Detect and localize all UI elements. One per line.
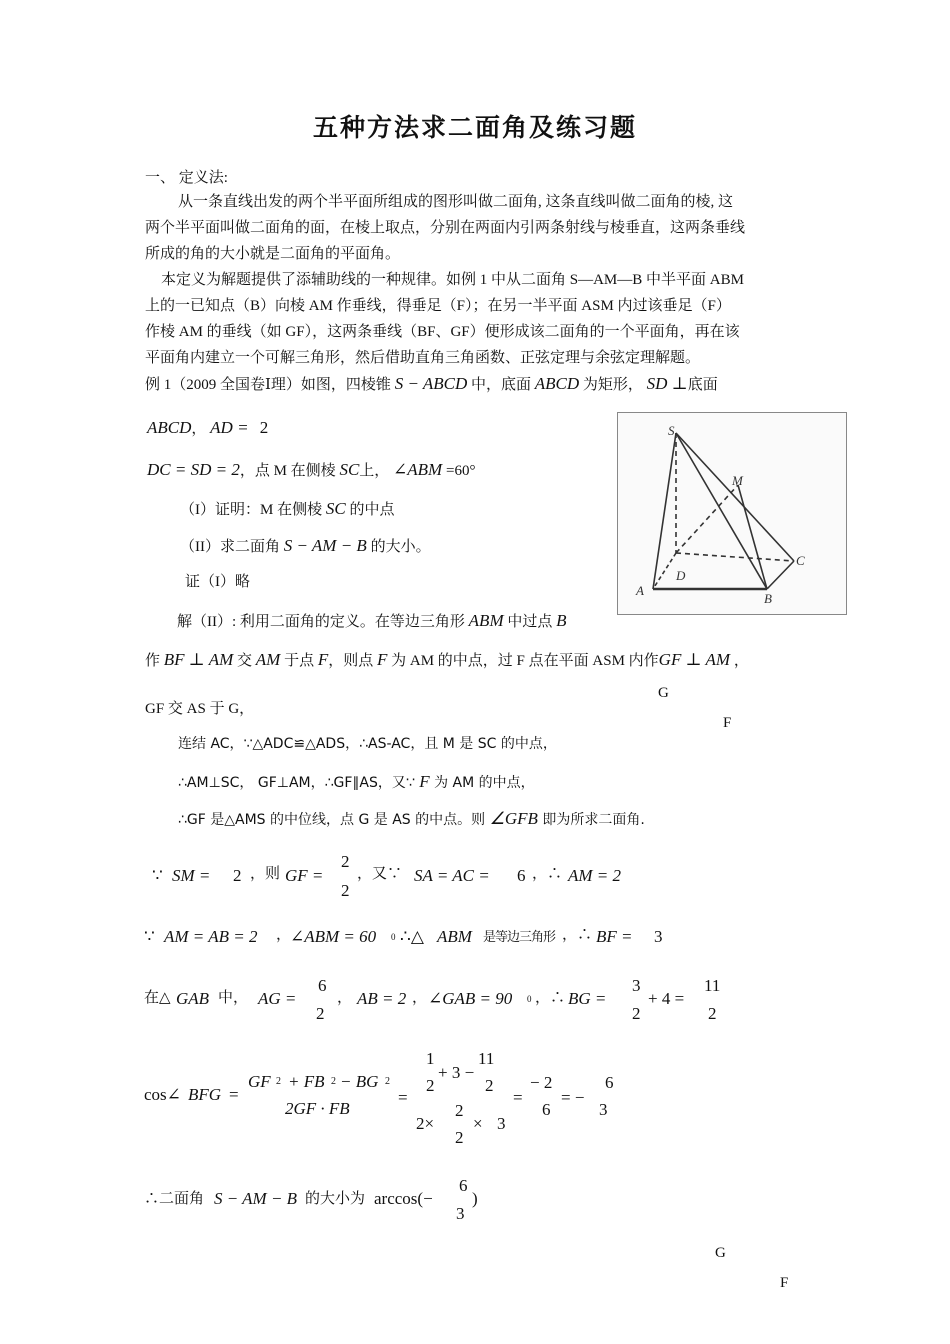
explanation-line: 平面角内建立一个可解三角形，然后借助直角三角函数、正弦定理与余弦定理解题。: [145, 350, 701, 366]
text: ，: [337, 990, 353, 1006]
math: + FB: [288, 1072, 325, 1091]
fraction-denominator: 2: [316, 1004, 325, 1023]
fraction-denominator: 6: [542, 1100, 551, 1119]
math: 2: [259, 418, 269, 437]
math: BF ⊥ AM: [163, 650, 234, 669]
text: 在△: [144, 990, 171, 1006]
math: S − ABCD: [394, 374, 468, 393]
math: GF ⊥ AM: [658, 650, 731, 669]
definition-line: 两个半平面叫做二面角的面，在棱上取点，分别在两面内引两条射线与棱垂直，这两条垂线: [145, 220, 746, 236]
label-d: D: [676, 568, 686, 583]
text: 上，: [359, 463, 390, 479]
math: ABM: [437, 927, 472, 946]
text: ，又∵: [357, 866, 403, 882]
text: =60°: [445, 463, 476, 479]
text: 例 1（2009 全国卷Ⅰ理）如图，四棱锥: [145, 377, 391, 393]
math: 6: [517, 866, 526, 885]
math: ∠ABM: [393, 460, 443, 479]
equals: =: [513, 1088, 523, 1107]
math: SA = AC =: [414, 866, 490, 885]
text: cos∠: [144, 1085, 181, 1104]
math: AM = AB = 2: [164, 927, 258, 946]
explanation-line: 本定义为解题提供了添辅助线的一种规律。如例 1 中从二面角 S—AM—B 中半平面 ABM: [161, 272, 744, 288]
fraction-denominator: 2: [485, 1076, 494, 1095]
math: GF =: [285, 866, 324, 885]
text: ，: [412, 990, 428, 1006]
fraction-numerator: 6: [318, 976, 327, 995]
proof-part-1: 证（I）略: [185, 574, 250, 590]
solution-line: [177, 612, 567, 630]
math: + 4 =: [648, 989, 685, 1008]
math: ABCD: [534, 374, 580, 393]
math: ∠GAB = 90: [428, 989, 513, 1008]
text: ，则点: [328, 653, 374, 669]
text: 于点: [284, 653, 315, 669]
text: ，∴: [562, 927, 593, 943]
math: 2GF · FB: [285, 1099, 350, 1118]
math: B: [556, 611, 567, 630]
section-heading: 一、 定义法:: [145, 170, 228, 186]
math: GF: [248, 1072, 271, 1091]
fraction-denominator: 2: [341, 881, 350, 900]
text: （I）证明：M 在侧棱: [180, 502, 323, 518]
text: ，则: [250, 866, 281, 882]
math: + 3 −: [438, 1063, 475, 1082]
equals: =: [398, 1088, 408, 1107]
exponent: 2: [385, 1076, 390, 1087]
because-symbol: ∵: [152, 866, 163, 885]
text: 底面: [687, 377, 718, 393]
definition-line: 从一条直线出发的两个半平面所组成的图形叫做二面角, 这条直线叫做二面角的棱, 这: [178, 194, 734, 210]
math: 3: [497, 1114, 506, 1133]
degree-mark: 0: [391, 932, 396, 942]
math: ): [472, 1189, 478, 1208]
question-part-1: [180, 500, 394, 518]
math: = −: [561, 1088, 585, 1107]
degree-mark: 0: [527, 994, 532, 1004]
text: ∴二面角: [144, 1191, 205, 1207]
label-b: B: [764, 591, 772, 606]
math: S − AM − B: [214, 1189, 298, 1208]
math: arccos(−: [374, 1189, 433, 1208]
text: 解（II）: 利用二面角的定义。在等边三角形: [177, 614, 465, 630]
fraction-numerator: 1: [426, 1049, 435, 1068]
math: F: [419, 772, 430, 791]
stray-label-g: G: [658, 685, 669, 701]
math: AM = 2: [568, 866, 622, 885]
math: BF =: [596, 927, 633, 946]
given-line: [147, 419, 268, 437]
text: 为 AM 的中点，过 F 点在平面 ASM 内作: [391, 653, 659, 669]
example-statement: [145, 375, 718, 393]
exponent: 2: [331, 1076, 336, 1087]
fraction-denominator: 2: [426, 1076, 435, 1095]
fraction-numerator: 2: [455, 1101, 464, 1120]
label-c: C: [796, 553, 805, 568]
stray-label-f: F: [780, 1275, 789, 1291]
text: 交: [237, 653, 253, 669]
text: ，: [733, 653, 749, 669]
math: AM: [255, 650, 281, 669]
math: SD ⊥: [646, 374, 688, 393]
label-s: S: [668, 423, 675, 438]
text: 中过点: [507, 614, 553, 630]
text: 的大小为: [305, 1191, 366, 1207]
fraction-numerator: 3: [632, 976, 641, 995]
math: AG =: [258, 989, 297, 1008]
math: ABCD: [147, 418, 192, 437]
math: GAB: [176, 989, 210, 1008]
fraction-numerator: 6: [605, 1073, 614, 1092]
text: 为矩形，: [582, 377, 643, 393]
text: ∴AM⊥SC， GF⊥AM，∴GF∥AS，又∵: [178, 775, 415, 791]
fraction-numerator: − 2: [530, 1073, 553, 1092]
text: ，点 M 在侧棱: [239, 463, 336, 479]
text: ∴GF 是△AMS 的中位线，点 G 是 AS 的中点。则: [178, 812, 486, 828]
math: ∠GFB: [489, 809, 538, 828]
solution-line: [178, 773, 535, 790]
fraction-denominator: 2: [708, 1004, 717, 1023]
question-part-2: [180, 537, 431, 555]
fraction-denominator: 3: [456, 1204, 465, 1223]
given-line: [147, 461, 475, 479]
label-m: M: [732, 473, 743, 488]
text: ，: [191, 421, 207, 437]
math: 2: [233, 866, 242, 885]
text: 的中点: [349, 502, 395, 518]
fraction-numerator: 2: [341, 852, 350, 871]
math: ∠ABM = 60: [290, 927, 377, 946]
solution-line: [178, 810, 645, 827]
math: SC: [339, 460, 360, 479]
text: 作: [145, 653, 161, 669]
text: 中，底面: [471, 377, 532, 393]
math: S − AM − B: [283, 536, 367, 555]
stray-label-g: G: [715, 1245, 726, 1261]
math: DC = SD = 2: [147, 460, 240, 479]
text: 是等边三角形: [483, 929, 556, 944]
label-a: A: [636, 583, 644, 598]
text: 即为所求二面角.: [542, 812, 645, 828]
fraction-numerator: 11: [704, 976, 721, 995]
solution-line: 连结 AC，∵△ADC≌△ADS，∴AS-AC，且 M 是 SC 的中点，: [178, 736, 557, 752]
pyramid-diagram: [618, 413, 846, 614]
fraction-numerator: 6: [459, 1176, 468, 1195]
pyramid-figure: [617, 412, 847, 615]
text: ，: [276, 927, 292, 943]
math: BG =: [568, 989, 607, 1008]
math: 3: [654, 927, 663, 946]
fraction-numerator: 11: [478, 1049, 495, 1068]
math: SC: [325, 499, 346, 518]
fraction-denominator: 2: [455, 1128, 464, 1147]
math: F: [317, 650, 329, 669]
solution-line: [145, 651, 749, 669]
fraction-denominator: 2: [632, 1004, 641, 1023]
stray-label-f: F: [723, 715, 732, 731]
math: ABM: [468, 611, 504, 630]
text: 为 AM 的中点，: [434, 775, 535, 791]
times: ×: [473, 1114, 483, 1133]
solution-line: GF 交 AS 于 G，: [145, 701, 255, 717]
definition-line: 所成的角的大小就是二面角的平面角。: [145, 246, 401, 262]
text: ∴△: [400, 927, 424, 946]
explanation-line: 上的一已知点（B）向棱 AM 作垂线，得垂足（F）；在另一半平面 ASM 内过该垂足（F）: [145, 298, 731, 314]
math: AB = 2: [357, 989, 407, 1008]
text: 的大小。: [370, 539, 431, 555]
equals: =: [229, 1085, 239, 1104]
text: ，∴: [535, 990, 566, 1006]
math: AD =: [210, 418, 249, 437]
exponent: 2: [276, 1076, 281, 1087]
math: − BG: [340, 1072, 379, 1091]
math: 2×: [416, 1114, 435, 1133]
text: （II）求二面角: [180, 539, 280, 555]
fraction-denominator: 3: [599, 1100, 608, 1119]
math: F: [377, 650, 388, 669]
text: 中，: [218, 990, 249, 1006]
because-symbol: ∵: [144, 927, 155, 946]
explanation-line: 作棱 AM 的垂线（如 GF），这两条垂线（BF、GF）便形成该二面角的一个平面角，再在该: [145, 324, 740, 340]
page-title: 五种方法求二面角及练习题: [312, 115, 637, 142]
text: ，∴: [532, 866, 563, 882]
math: SM =: [172, 866, 211, 885]
math: BFG: [188, 1085, 222, 1104]
